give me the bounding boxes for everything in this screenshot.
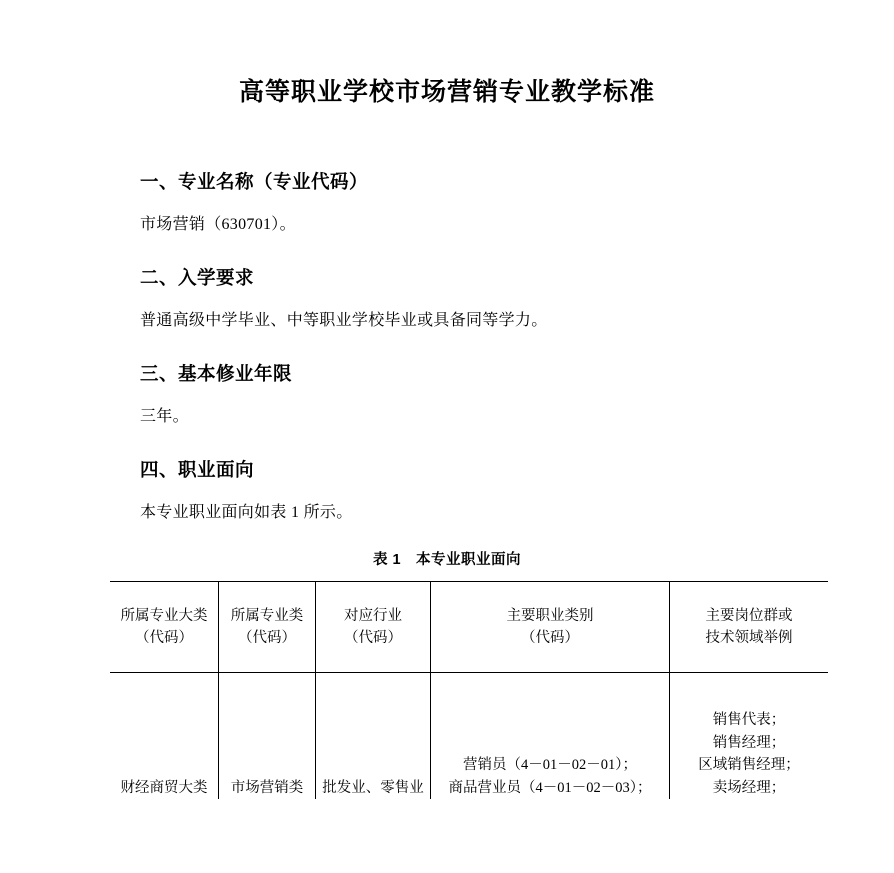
table-header-cell-5 <box>670 582 829 673</box>
table-cell-line: 市场营销类 <box>230 779 304 796</box>
table-cell-line: 区域销售经理； <box>698 757 800 774</box>
table-cell-line: 营销员（4－01－02－01）； <box>463 757 637 774</box>
table-row <box>110 673 828 800</box>
job-orientation-table <box>110 581 828 799</box>
page-title: 高等职业学校市场营销专业教学标准 <box>238 78 655 106</box>
section-body-4: 本专业职业面向如表 1 所示。 <box>140 504 353 521</box>
section-heading-4: 四、职业面向 <box>140 459 255 480</box>
table-cell-line: 商品营业员（4－01－02－03）； <box>448 779 652 796</box>
table-header-line: 主要职业类别 <box>506 607 594 624</box>
table-cell-line: 批发业、零售业 <box>322 779 424 796</box>
table-header-cell-1 <box>110 582 219 673</box>
table-header-line: （代码） <box>521 630 579 646</box>
section-body-2: 普通高级中学毕业、中等职业学校毕业或具备同等学力。 <box>140 312 548 329</box>
table-header-cell-2 <box>219 582 316 673</box>
table-header-line: 对应行业 <box>344 607 402 624</box>
section-heading-1: 一、专业名称（专业代码） <box>140 171 369 192</box>
table-header-line: （代码） <box>344 630 402 646</box>
table-cell-line: 销售代表； <box>712 712 786 729</box>
table-cell-positions <box>670 673 829 800</box>
table-cell-major-category <box>110 673 219 800</box>
table-cell-line: 卖场经理； <box>712 779 786 796</box>
table-cell-occupations <box>431 673 670 800</box>
table-header-line: 所属专业类 <box>230 607 304 624</box>
table-header-line: 所属专业大类 <box>120 607 208 624</box>
section-body-1: 市场营销（630701）。 <box>140 216 296 233</box>
section-heading-2: 二、入学要求 <box>140 267 255 288</box>
table-header-cell-4 <box>431 582 670 673</box>
table-header-line: （代码） <box>135 630 193 646</box>
table-cell-industry <box>316 673 431 800</box>
table-header-line: （代码） <box>238 630 296 646</box>
table-cell-major-class <box>219 673 316 800</box>
table-header-cell-3 <box>316 582 431 673</box>
table-header-row <box>110 582 828 673</box>
document-page <box>0 72 894 873</box>
section-body-3: 三年。 <box>140 408 189 425</box>
table-cell-line: 财经商贸大类 <box>120 779 208 796</box>
table-cell-line: 销售经理； <box>712 734 786 751</box>
table-header-line: 主要岗位群或 <box>705 607 793 624</box>
table-header-line: 技术领域举例 <box>705 630 793 646</box>
table-caption: 表 1 本专业职业面向 <box>372 552 522 568</box>
section-heading-3: 三、基本修业年限 <box>140 363 293 384</box>
